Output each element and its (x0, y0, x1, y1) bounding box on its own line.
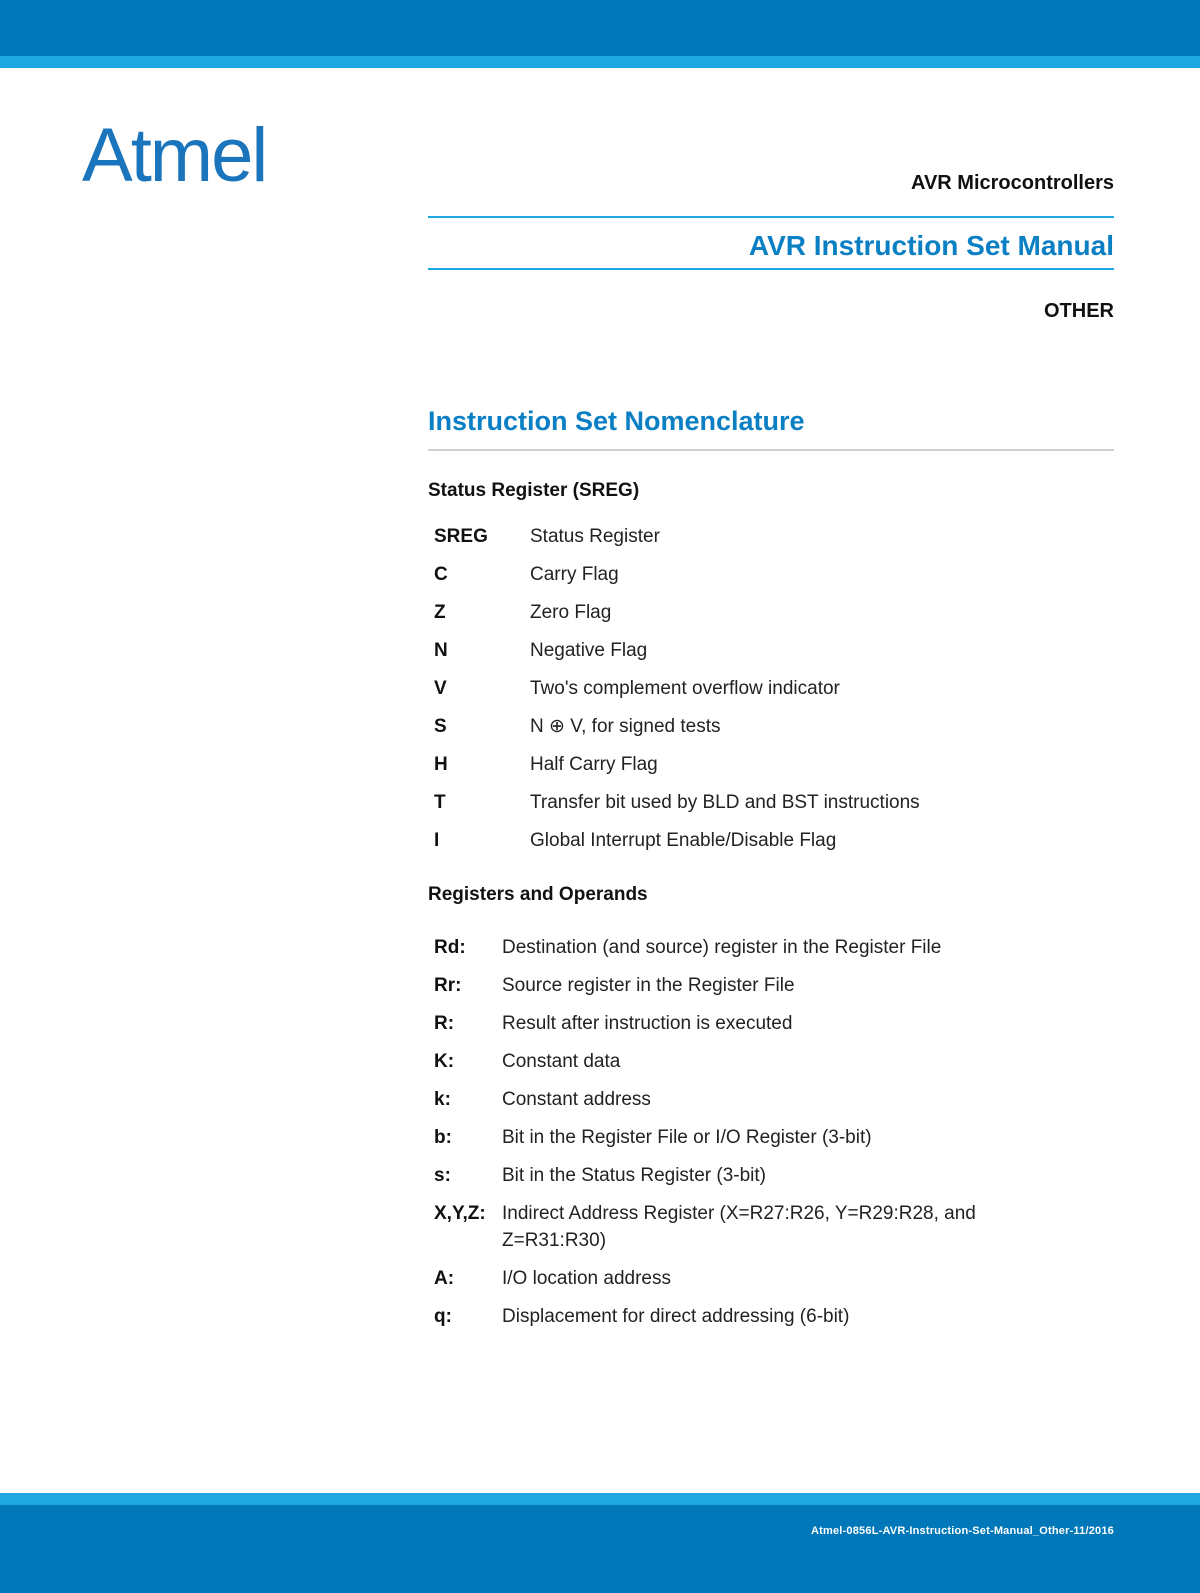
list-item (434, 1162, 1114, 1189)
description: Destination (and source) register in the Register File (502, 937, 942, 958)
description: Carry Flag (530, 564, 619, 585)
term: X,Y,Z: (434, 1203, 486, 1224)
status-register-list (434, 523, 1114, 865)
description: Source register in the Register File (502, 975, 795, 996)
document-code: Atmel-0856L-AVR-Instruction-Set-Manual_Other-11/2016 (811, 1525, 1114, 1537)
description: I/O location address (502, 1268, 671, 1289)
logo-text: Atmel (82, 113, 267, 198)
category-label: OTHER (1044, 300, 1114, 322)
section-title: Instruction Set Nomenclature (428, 406, 805, 436)
list-item (434, 827, 1114, 854)
header-stripe (0, 56, 1200, 68)
term: S (434, 716, 447, 737)
manual-title: AVR Instruction Set Manual (748, 230, 1114, 261)
description: Constant data (502, 1051, 621, 1072)
term: q: (434, 1306, 452, 1327)
header-band (0, 0, 1200, 56)
list-item (434, 1124, 1114, 1151)
title-rule-bottom (428, 268, 1114, 270)
term: I (434, 830, 440, 851)
description: Bit in the Register File or I/O Register (3-bit) (502, 1127, 872, 1148)
description: Constant address (502, 1089, 651, 1110)
description: Status Register (530, 526, 660, 547)
description: Bit in the Status Register (3-bit) (502, 1165, 766, 1186)
section-divider (428, 449, 1114, 451)
description: Negative Flag (530, 640, 648, 661)
term: SREG (434, 526, 488, 547)
term: A: (434, 1268, 455, 1289)
description: Zero Flag (530, 602, 612, 623)
description: Half Carry Flag (530, 754, 658, 775)
list-item (434, 637, 1114, 664)
list-item (434, 1200, 1114, 1254)
term: N (434, 640, 448, 661)
list-item (434, 599, 1114, 626)
term: R: (434, 1013, 455, 1034)
list-item (434, 523, 1114, 550)
list-item (434, 789, 1114, 816)
list-item (434, 751, 1114, 778)
term: b: (434, 1127, 452, 1148)
term: K: (434, 1051, 455, 1072)
registers-operands-heading: Registers and Operands (428, 884, 648, 905)
term: Rr: (434, 975, 462, 996)
term: H (434, 754, 448, 775)
registers-operands-list (434, 934, 1114, 1341)
term: T (434, 792, 446, 813)
title-rule-top (428, 216, 1114, 218)
term: s: (434, 1165, 451, 1186)
list-item (434, 1086, 1114, 1113)
footer-stripe (0, 1493, 1200, 1505)
description: Two's complement overflow indicator (530, 678, 840, 699)
description: N ⊕ V, for signed tests (530, 716, 721, 737)
description: Indirect Address Register (X=R27:R26, Y=R29:R28, and Z=R31:R30) (502, 1203, 976, 1251)
list-item (434, 1010, 1114, 1037)
term: Rd: (434, 937, 466, 958)
description: Result after instruction is executed (502, 1013, 793, 1034)
list-item (434, 1048, 1114, 1075)
list-item (434, 1303, 1114, 1330)
description: Displacement for direct addressing (6-bit) (502, 1306, 850, 1327)
footer-band (0, 1505, 1200, 1593)
list-item (434, 675, 1114, 702)
term: V (434, 678, 447, 699)
term: k: (434, 1089, 451, 1110)
list-item (434, 972, 1114, 999)
description: Global Interrupt Enable/Disable Flag (530, 830, 837, 851)
list-item (434, 561, 1114, 588)
term: C (434, 564, 448, 585)
status-register-heading: Status Register (SREG) (428, 480, 640, 501)
term: Z (434, 602, 446, 623)
atmel-logo (82, 113, 267, 198)
description: Transfer bit used by BLD and BST instructions (530, 792, 920, 813)
list-item (434, 713, 1114, 740)
product-family: AVR Microcontrollers (911, 172, 1114, 194)
list-item (434, 934, 1114, 961)
list-item (434, 1265, 1114, 1292)
